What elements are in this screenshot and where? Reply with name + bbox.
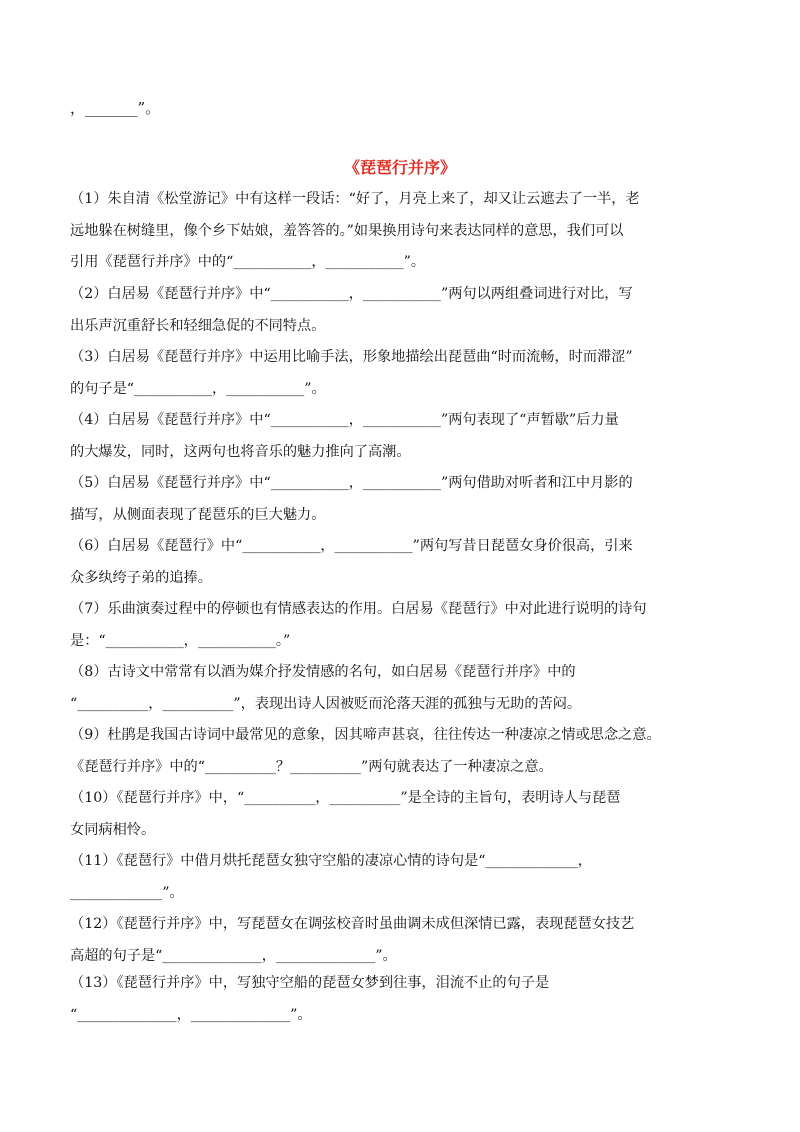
- question-8: [70, 657, 730, 720]
- question-line: _____________”。: [70, 884, 184, 901]
- question-12: [70, 909, 730, 972]
- question-7: [70, 594, 730, 657]
- question-line: 女同病相怜。: [70, 821, 156, 838]
- question-line: （6）白居易《琵琶行》中“___________，___________”两句写昔日琵琶女身价很高，引来: [70, 538, 633, 554]
- question-line: （7）乐曲演奏过程中的停顿也有情感表达的作用。白居易《琵琶行》中对此进行说明的诗句: [70, 601, 647, 617]
- previous-question-fragment: ，_______”。: [70, 99, 161, 117]
- section-title: 《琵琶行并序》: [343, 158, 456, 177]
- question-6: [70, 531, 730, 594]
- question-line: （11）《琵琶行》中借月烘托琵琶女独守空船的凄凉心情的诗句是“_____________，: [70, 853, 592, 869]
- question-line: 远地躲在树缝里，像个乡下姑娘，羞答答的。”如果换用诗句来表达同样的意思，我们可以: [70, 222, 624, 239]
- question-1: [70, 184, 730, 279]
- question-line: （3）白居易《琵琶行并序》中运用比喻手法，形象地描绘出琵琶曲“时而流畅，时而滞涩”: [70, 349, 633, 365]
- question-5: [70, 468, 730, 531]
- question-2: [70, 279, 730, 342]
- question-3: [70, 342, 730, 405]
- question-4: [70, 405, 730, 468]
- question-10: [70, 783, 730, 846]
- question-line: （8）古诗文中常常有以酒为媒介抒发情感的名句，如白居易《琵琶行并序》中的: [70, 664, 576, 680]
- question-line: （9）杜鹃是我国古诗词中最常见的意象，因其啼声甚哀，往往传达一种凄凉之情或思念之意。: [70, 727, 661, 743]
- question-line: 出乐声沉重舒长和轻细急促的不同特点。: [70, 317, 326, 334]
- question-line: （10）《琵琶行并序》中，“__________，__________”是全诗的主旨句，表明诗人与琵琶: [70, 790, 621, 806]
- question-line: （1）朱自清《松堂游记》中有这样一段话：“好了，月亮上来了，却又让云遮去了一半，老: [70, 191, 640, 207]
- question-13: [70, 968, 730, 1031]
- question-line: （13）《琵琶行并序》中，写独守空船的琵琶女梦到往事，泪流不止的句子是: [70, 975, 550, 991]
- question-line: 众多纨绔子弟的追捧。: [70, 569, 212, 586]
- question-line: 引用《琵琶行并序》中的“___________，___________”。: [70, 254, 426, 270]
- question-line: “______________，______________”。: [70, 1006, 312, 1023]
- question-line: 的大爆发，同时，这两句也将音乐的魅力推向了高潮。: [70, 443, 411, 460]
- question-9: [70, 720, 730, 783]
- question-line: 的句子是“___________，___________”。: [70, 380, 326, 397]
- question-line: （4）白居易《琵琶行并序》中“___________，___________”两句表现了“声暂歇”后力量: [70, 412, 619, 428]
- question-line: （5）白居易《琵琶行并序》中“___________，___________”两句借助对听者和江中月影的: [70, 475, 633, 491]
- question-line: 《琵琶行并序》中的“__________？__________”两句就表达了一种凄凉之意。: [70, 758, 553, 775]
- question-11: [70, 846, 730, 909]
- question-line: （2）白居易《琵琶行并序》中“___________，___________”两句以两组叠词进行对比，写: [70, 286, 633, 302]
- question-line: 高超的句子是“______________，______________”。: [70, 947, 397, 964]
- question-line: （12）《琵琶行并序》中，写琵琶女在调弦校音时虽曲调未成但深情已露，表现琵琶女技艺: [70, 916, 635, 932]
- question-line: 是：“___________，___________。”: [70, 632, 291, 649]
- question-line: “__________，__________”，表现出诗人因被贬而沦落天涯的孤独与无助的苦闷。: [70, 695, 582, 712]
- question-line: 描写，从侧面表现了琵琶乐的巨大魅力。: [70, 506, 326, 523]
